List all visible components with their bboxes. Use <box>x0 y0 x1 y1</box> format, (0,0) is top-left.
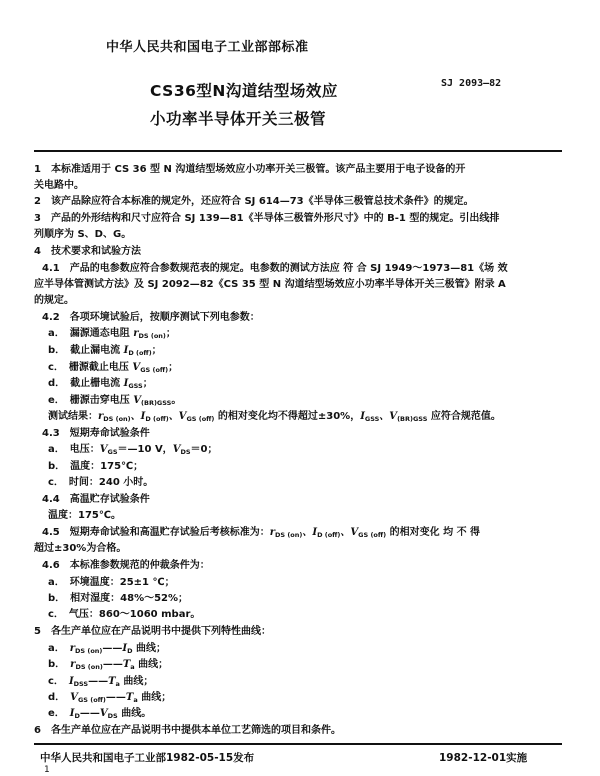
clause-4-2-item-a: a． 漏源通态电阻 $r_{DS (on)}$； <box>48 328 176 340</box>
clause-5-item-e: e． $I_D——V_{DS}$ 曲线。 <box>48 708 152 720</box>
clause-4-6-item-c: c． 气压：860～1060 mbar。 <box>48 609 201 620</box>
clause-4-3-item-a: a． 电压：$V_{GS}=—10$ V，$V_{DS}=0$； <box>48 444 218 456</box>
clause-4-5-line-1: 4.5 短期寿命试验和高温贮存试验后考核标准为：$r_{DS (on)}$、$I_{D (off)}$、$V_{GS (off)}$ 的相对变化 均 不 得 <box>42 527 481 539</box>
clause-4-heading: 4 技术要求和试验方法 <box>34 246 141 257</box>
clause-4-3-heading: 4.3 短期寿命试验条件 <box>42 428 150 439</box>
clause-4-6-heading: 4.6 本标准参数规范的仲裁条件为： <box>42 560 210 571</box>
clause-4-2-item-c: c． 栅源截止电压 $V_{GS (off)}$； <box>48 362 179 374</box>
clause-4-1-line-1: 4.1 产品的电参数应符合参数规范表的规定。电参数的测试方法应 符 合 SJ 1949～1973—81《场 效 <box>42 263 508 274</box>
clause-4-2-result: 测试结果：$r_{DS (on)}$、$I_{D (off)}$、$V_{GS (off)}$ 的相对变化均不得超过±30%，$I_{GSS}$、$V_{(BR)GSS}$ 应符合规范值。 <box>48 411 501 423</box>
clause-4-1-line-3: 的规定。 <box>34 295 74 306</box>
clause-5-item-b: b． $r_{DS (on)}——T_a$ 曲线； <box>48 659 169 671</box>
clause-4-5-line-2: 超过±30%为合格。 <box>34 543 127 554</box>
clause-5-item-d: d． $V_{GS (off)}——T_a$ 曲线； <box>48 692 172 704</box>
clause-1-line-2: 关电路中。 <box>34 180 84 191</box>
clause-4-3-item-c: c． 时间：240 小时。 <box>48 477 154 488</box>
issue-date: 中华人民共和国电子工业部1982-05-15发布 <box>40 752 255 764</box>
clause-5-heading: 5 各生产单位应在产品说明书中提供下列特性曲线： <box>34 626 271 637</box>
clause-4-1-line-2: 应半导体管测试方法》及 SJ 2092—82《CS 35 型 N 沟道结型场效应小功率半导体开关三极管》附录 A <box>34 279 506 290</box>
clause-5-item-c: c． $I_{DSS}——T_a$ 曲线； <box>48 676 154 688</box>
standard-number: SJ 2093—82 <box>441 78 502 89</box>
clause-4-2-item-b: b． 截止漏电流 $I_{D (off)}$； <box>48 345 162 357</box>
clause-4-2-heading: 4.2 各项环境试验后，按顺序测试下列电参数： <box>42 312 260 323</box>
clause-3-line-2: 列顺序为 S、D、G。 <box>34 229 132 240</box>
effective-date: 1982-12-01实施 <box>439 752 528 764</box>
page-mark: 1 <box>44 765 50 775</box>
clause-2: 2 该产品除应符合本标准的规定外，还应符合 SJ 614—73《半导体三极管总技术条件》的规定。 <box>34 196 474 207</box>
clause-6: 6 各生产单位应在产品说明书中提供本单位工艺筛选的项目和条件。 <box>34 725 341 736</box>
clause-5-item-a: a． $r_{DS (on)}——I_D$ 曲线； <box>48 643 166 655</box>
clause-4-6-item-a: a． 环境温度：25±1 ℃； <box>48 577 175 588</box>
clause-1-line-1: 1 本标准适用于 CS 36 型 N 沟道结型场效应小功率开关三极管。该产品主要用于电子设备的开 <box>34 164 466 175</box>
clause-4-2-item-d: d． 截止栅电流 $I_{GSS}$； <box>48 378 153 390</box>
issuing-authority-header: 中华人民共和国电子工业部部标准 <box>106 40 309 55</box>
bottom-divider <box>34 743 562 745</box>
clause-3-line-1: 3 产品的外形结构和尺寸应符合 SJ 139—81《半导体三极管外形尺寸》中的 B-1 型的规定。引出线排 <box>34 213 500 224</box>
clause-4-6-item-b: b． 相对湿度：48%～52%； <box>48 593 189 604</box>
clause-4-4-heading: 4.4 高温贮存试验条件 <box>42 494 150 505</box>
top-divider <box>34 150 562 152</box>
clause-4-2-item-e: e． 栅源击穿电压 $V_{(BR)GSS}$。 <box>48 395 182 407</box>
document-title-line-1: CS36型N沟道结型场效应 <box>150 82 338 100</box>
document-title-line-2: 小功率半导体开关三极管 <box>150 110 327 128</box>
clause-4-4-temperature: 温度：175℃。 <box>48 510 121 521</box>
clause-4-3-item-b: b． 温度：175℃； <box>48 461 144 472</box>
